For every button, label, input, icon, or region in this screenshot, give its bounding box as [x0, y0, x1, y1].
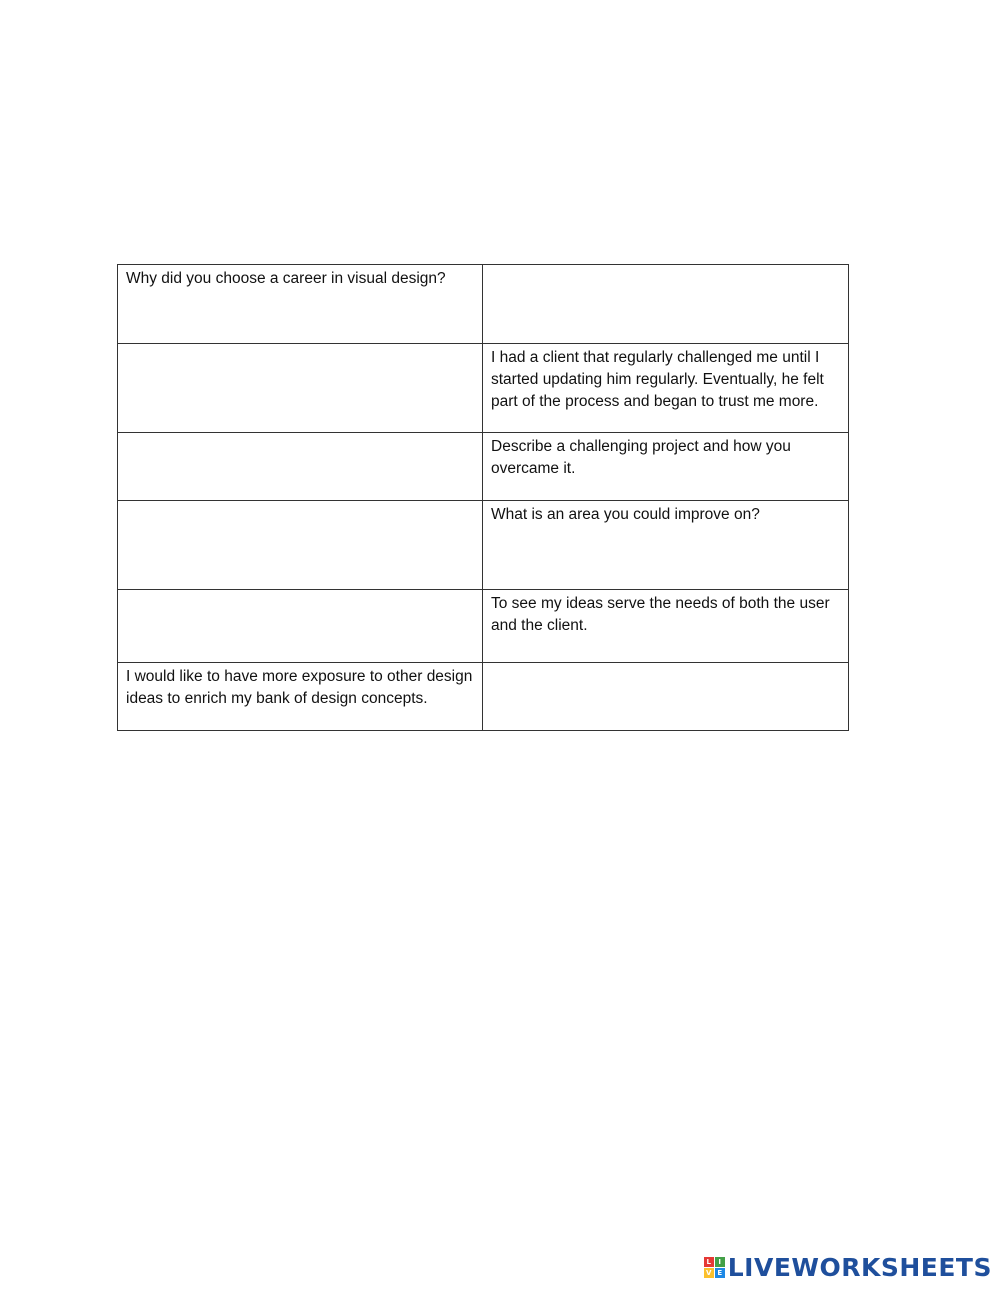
question-cell [483, 433, 849, 501]
logo-letter-e: E [715, 1268, 725, 1278]
answer-text-cell [483, 590, 849, 663]
answer-cell[interactable] [118, 501, 483, 590]
liveworksheets-brand [704, 1253, 992, 1282]
question-cell [483, 501, 849, 590]
cell-text: What is an area you could improve on? [491, 506, 760, 523]
brand-text: LIVEWORKSHEETS [727, 1253, 992, 1282]
answer-cell[interactable] [118, 590, 483, 663]
cell-text [126, 504, 474, 524]
answer-text-cell [483, 344, 849, 433]
cell-text [491, 268, 840, 288]
answer-text-cell [118, 663, 483, 731]
logo-letter-i: I [715, 1257, 725, 1267]
cell-text: Describe a challenging project and how you overcame it. [491, 438, 791, 477]
table-row [118, 344, 849, 433]
cell-text: Why did you choose a career in visual design? [126, 270, 446, 287]
cell-text: I had a client that regularly challenged me until I started updating him regularly. Eventually, he felt part of the process and began to trust me more. [491, 349, 824, 410]
answer-cell[interactable] [118, 344, 483, 433]
answer-cell[interactable] [483, 663, 849, 731]
cell-text: To see my ideas serve the needs of both the user and the client. [491, 595, 830, 634]
logo-letter-l: L [704, 1257, 714, 1267]
answer-cell[interactable] [483, 265, 849, 344]
table-row [118, 663, 849, 731]
question-cell [118, 265, 483, 344]
table-row [118, 265, 849, 344]
cell-text [126, 593, 474, 613]
cell-text [126, 436, 474, 456]
table-row [118, 590, 849, 663]
worksheet-table [117, 264, 849, 731]
table-row [118, 433, 849, 501]
cell-text [491, 666, 840, 686]
logo-letter-v: V [704, 1268, 714, 1278]
answer-cell[interactable] [118, 433, 483, 501]
cell-text [126, 347, 474, 367]
table-row [118, 501, 849, 590]
liveworksheets-logo-icon [704, 1257, 725, 1278]
cell-text: I would like to have more exposure to other design ideas to enrich my bank of design concepts. [126, 668, 473, 707]
